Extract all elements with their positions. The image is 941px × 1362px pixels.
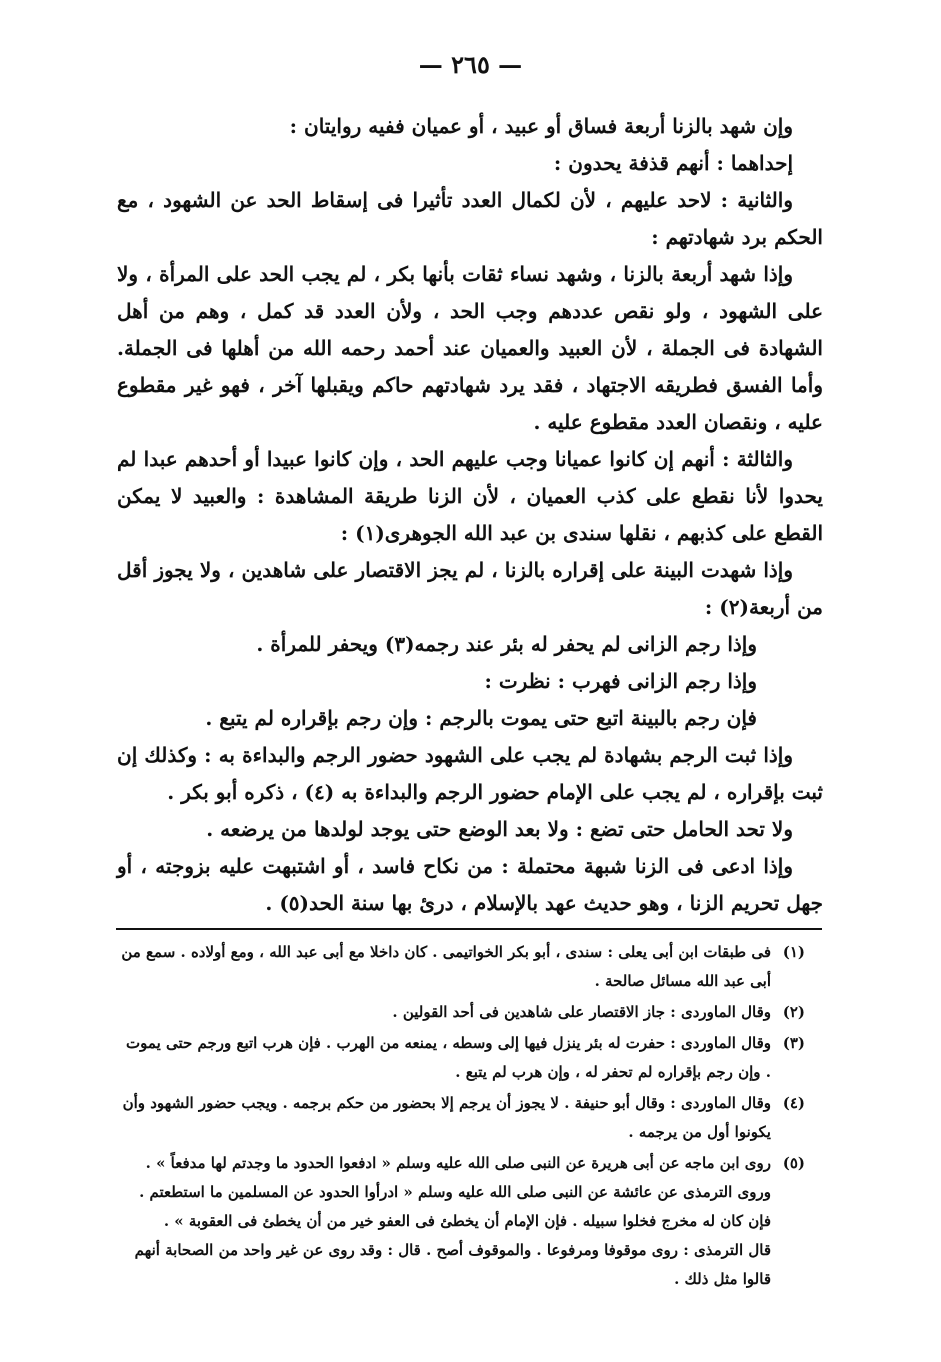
- footnote: [121, 1149, 805, 1294]
- footnote-text: [121, 1029, 771, 1087]
- footnote: [121, 1089, 805, 1147]
- body-paragraph: والثانية : لاحد عليهم ، لأن لكمال العدد تأثيرا فى إسقاط الحد عن الشهود ، مع الحكم برد شهادتهم :: [117, 188, 823, 249]
- body-paragraph: وإذا شهدت البينة على إقراره بالزنا ، لم يجز الاقتصار على شاهدين ، ولا يجوز أقل من أربعة(٢) :: [117, 558, 823, 619]
- body-paragraph: وإذا رجم الزانى فهرب : نظرت :: [484, 669, 757, 693]
- footnote-line: وقال الماوردى : وقال أبو حنيفة . لا يجوز أن يرجم إلا بحضور من حكم برجمه . ويجب حضور الشهود وأن يكونوا أول من يرجمه .: [122, 1094, 771, 1141]
- footnote-line: روى ابن ماجه عن أبى هريرة عن النبى صلى الله عليه وسلم « ادفعوا الحدود ما وجدتم لها مدفعاً » .: [145, 1154, 771, 1172]
- footnote-number: (١): [782, 943, 805, 961]
- body-paragraph: ولا تحد الحامل حتى تضع : ولا بعد الوضع حتى يوجد لولدها من يرضعه .: [206, 817, 793, 841]
- footnote-line: فى طبقات ابن أبى يعلى : سندى ، أبو بكر الخواتيمى . كان داخلا مع أبى عبد الله ، ومع أولاده . سمع من أبى عبد الله مسائل صالحة .: [121, 943, 771, 990]
- footnote-line: فإن كان له مخرج فخلوا سبيله . فإن الإمام أن يخطئ فى العفو خير من أن يخطئ فى العقوبة » .: [163, 1212, 771, 1230]
- footnote: [121, 1029, 805, 1087]
- footnote-number: (٣): [782, 1034, 805, 1052]
- footnotes: [121, 938, 805, 1296]
- body-paragraph: إحداهما : أنهم قذفة يحدون :: [553, 151, 793, 175]
- footnote-line: وقال الماوردى : جاز الاقتصار على شاهدين فى أحد القولين .: [392, 1003, 771, 1021]
- footnote-line: قال الترمذى : روى موقوفا ومرفوعا . والموقوف أصح . قال : وقد روى عن غير واحد من الصحابة أنهم قالوا مثل ذلك .: [134, 1241, 771, 1288]
- footnote: [121, 998, 805, 1027]
- footnote-text: [121, 1089, 771, 1147]
- footnote-text: [121, 938, 771, 996]
- body-paragraph: والثالثة : أنهم إن كانوا عميانا وجب عليهم الحد ، وإن كانوا عبيدا أو أحدهم عبدا لم يحدوا لأنا نقطع على كذب العميان ، لأن الزنا طريقة المشاهدة : والعبيد لا يمكن القطع على كذبهم ، نقلها سندى بن عبد الله الجوهرى(١) :: [117, 447, 824, 545]
- footnote-number: (٢): [782, 1003, 805, 1021]
- footnote-divider: [116, 928, 822, 930]
- body-paragraph: وإذا ثبت الرجم بشهادة لم يجب على الشهود حضور الرجم والبداءة به : وكذلك إن ثبت بإقراره ، لم يجب على الإمام حضور الرجم والبداءة به (٤) ، ذكره أبو بكر .: [117, 743, 823, 804]
- footnote-text: [121, 998, 771, 1027]
- body-paragraph: وإذا شهد أربعة بالزنا ، وشهد نساء ثقات بأنها بكر ، لم يجب الحد على المرأة ، ولا على الشهود ، ولو نقص عددهم وجب الحد ، ولأن العدد قد كمل ، وهم من أهل الشهادة فى الجملة ، لأن العبيد والعميان عند أحمد رحمه الله من أهلها فى الجملة. وأما الفسق فطريقه الاجتهاد ، فقد يرد شهادتهم حاكم ويقبلها آخر ، فهو غير مقطوع عليه ، ونقصان العدد مقطوع عليه .: [117, 262, 823, 434]
- page-number: — ٢٦٥ —: [418, 50, 523, 79]
- body-paragraph: وإذا ادعى فى الزنا شبهة محتملة : من نكاح فاسد ، أو اشتبهت عليه بزوجته ، أو جهل تحريم الزنا ، وهو حديث عهد بالإسلام ، درئ بها سنة الحد(٥) .: [117, 854, 823, 915]
- body-paragraph: وإذا رجم الزانى لم يحفر له بئر عند رجمه(٣) ويحفر للمرأة .: [256, 632, 757, 656]
- body-paragraph: وإن شهد بالزنا أربعة فساق أو عبيد ، أو عميان ففيه روايتان :: [289, 114, 793, 138]
- footnote-number: (٥): [782, 1154, 805, 1172]
- footnote-number: (٤): [782, 1094, 805, 1112]
- footnote: [121, 938, 805, 996]
- body-paragraph: فإن رجم بالبينة اتبع حتى يموت بالرجم : وإن رجم بإقراره لم يتبع .: [205, 706, 757, 730]
- footnote-line: وروى الترمذى عن عائشة عن النبى صلى الله عليه وسلم « ادرأوا الحدود عن المسلمين ما استطعتم .: [139, 1183, 771, 1201]
- footnote-line: وقال الماوردى : حفرت له بئر ينزل فيها إلى وسطه ، يمنعه من الهرب . فإن هرب اتبع ورجم حتى يموت . وإن رجم بإقراره لم تحفر له ، وإن هرب لم يتبع .: [126, 1034, 771, 1081]
- footnote-text: [121, 1149, 771, 1294]
- main-text: [117, 108, 823, 922]
